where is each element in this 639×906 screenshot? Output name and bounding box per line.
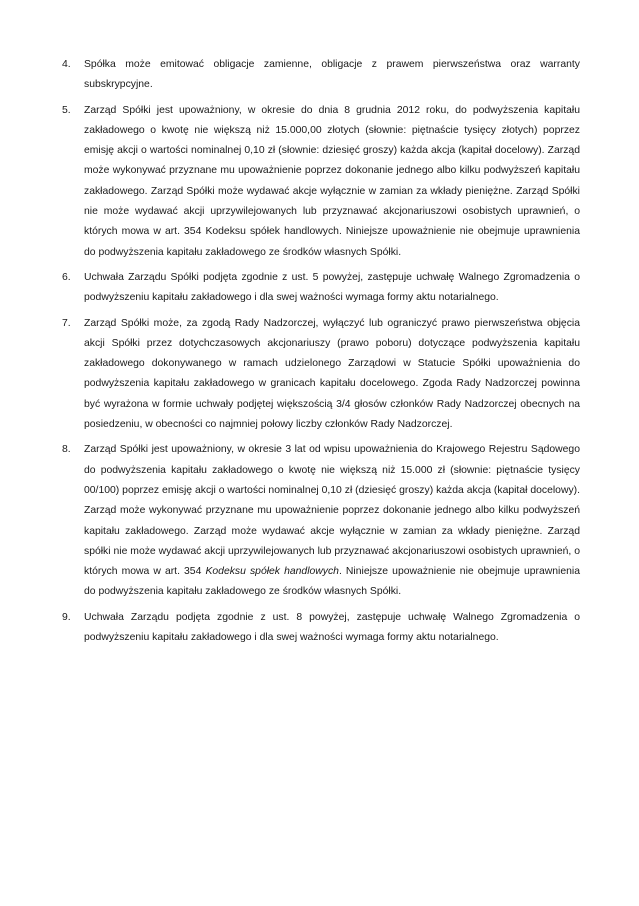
item-text: [84, 55, 580, 96]
text-segment: . Niniejsze upoważnienie nie obejmuje uprawnienia do podwyższenia kapitału zakładowego ze środków własnych Spółki.: [84, 566, 581, 598]
text-segment: Spółka może emitować obligacje zamienne, obligacje z prawem pierwszeństwa oraz warranty subskrypcyjne.: [84, 59, 580, 91]
item-text: [84, 268, 580, 309]
list-item: [62, 101, 580, 263]
text-segment: Zarząd Spółki jest upoważniony, w okresie 3 lat od wpisu upoważnienia do Krajowego Rejestru Sądowego do podwyższenia kapitału zakładowego o kwotę nie większą niż 15.000 zł (słownie: piętnaście tysięcy 00/100) poprzez emisję akcji o wartości nominalnej 0,10 zł (dziesięć groszy) każda akcja (kapitał docelowy). Zarząd może wykonywać przyznane mu upoważnienie poprzez dokonanie jednego albo kilku podwyższeń kapitału zakładowego. Zarząd może wydawać akcje wyłącznie w zamian za wkłady pieniężne. Zarząd spółki nie może wydawać akcji uprzywilejowanych lub przyznawać akcjonariuszowi osobistych uprawnień, o których mowa w art. 354: [84, 444, 580, 578]
item-number: 5.: [62, 104, 71, 116]
list-item: [62, 440, 580, 602]
list-item: [62, 314, 580, 436]
text-segment: Uchwała Zarządu podjęta zgodnie z ust. 8 powyżej, zastępuje uchwałę Walnego Zgromadzenia o podwyższeniu kapitału zakładowego i dla swej ważności wymaga formy aktu notarialnego.: [84, 611, 580, 644]
text-segment: Uchwała Zarządu Spółki podjęta zgodnie z ust. 5 powyżej, zastępuje uchwałę Walnego Zgromadzenia o podwyższeniu kapitału zakładowego i dla swej ważności wymaga formy aktu notarialnego.: [84, 271, 580, 304]
list-item: [62, 268, 580, 309]
italic-citation: Kodeksu spółek handlowych: [205, 566, 339, 578]
item-text: [84, 440, 580, 602]
list-item: [62, 55, 580, 96]
item-number: 8.: [62, 444, 71, 456]
numbered-paragraph-list: [62, 55, 580, 653]
list-item: [62, 608, 580, 649]
item-number: 7.: [62, 317, 71, 329]
item-text: [84, 314, 580, 436]
item-number: 4.: [62, 59, 71, 70]
text-segment: Zarząd Spółki jest upoważniony, w okresie do dnia 8 grudnia 2012 roku, do podwyższenia kapitału zakładowego o kwotę nie większą niż 15.000,00 złotych (słownie: piętnaście tysięcy złotych) poprzez emisję akcji o wartości nominalnej 0,10 zł (słownie: dziesięć groszy) każda akcja (kapitał docelowy). Zarząd może wykonywać przyznane mu upoważnienie poprzez dokonanie jednego albo kilku podwyższeń kapitału zakładowego. Zarząd Spółki może wydawać akcje wyłącznie w zamian za wkłady pieniężne. Zarząd Spółki nie może wydawać akcji uprzywilejowanych lub przyznawać akcjonariuszowi osobistych uprawnień, o których mowa w art. 354 Kodeksu spółek handlowych. Niniejsze upoważnienie nie obejmuje uprawnienia do podwyższenia kapitału zakładowego ze środków własnych Spółki.: [84, 104, 580, 258]
item-number: 6.: [62, 271, 71, 283]
item-number: 9.: [62, 611, 71, 623]
item-text: [84, 101, 580, 263]
item-text: [84, 608, 580, 649]
text-segment: Zarząd Spółki może, za zgodą Rady Nadzorczej, wyłączyć lub ograniczyć prawo pierwszeństwa objęcia akcji Spółki przez dotychczasowych akcjonariuszy (prawo poboru) dotyczące podwyższenia kapitału zakładowego dokonywanego w ramach udzielonego Zarządowi w Statucie Spółki upoważnienia do podwyższenia kapitału zakładowego w granicach kapitału docelowego. Zgoda Rady Nadzorczej powinna być wyrażona w formie uchwały podjętej większością 3/4 głosów członków Rady Nadzorczej obecnych na posiedzeniu, w obecności co najmniej połowy liczby członków Rady Nadzorczej.: [84, 317, 580, 431]
